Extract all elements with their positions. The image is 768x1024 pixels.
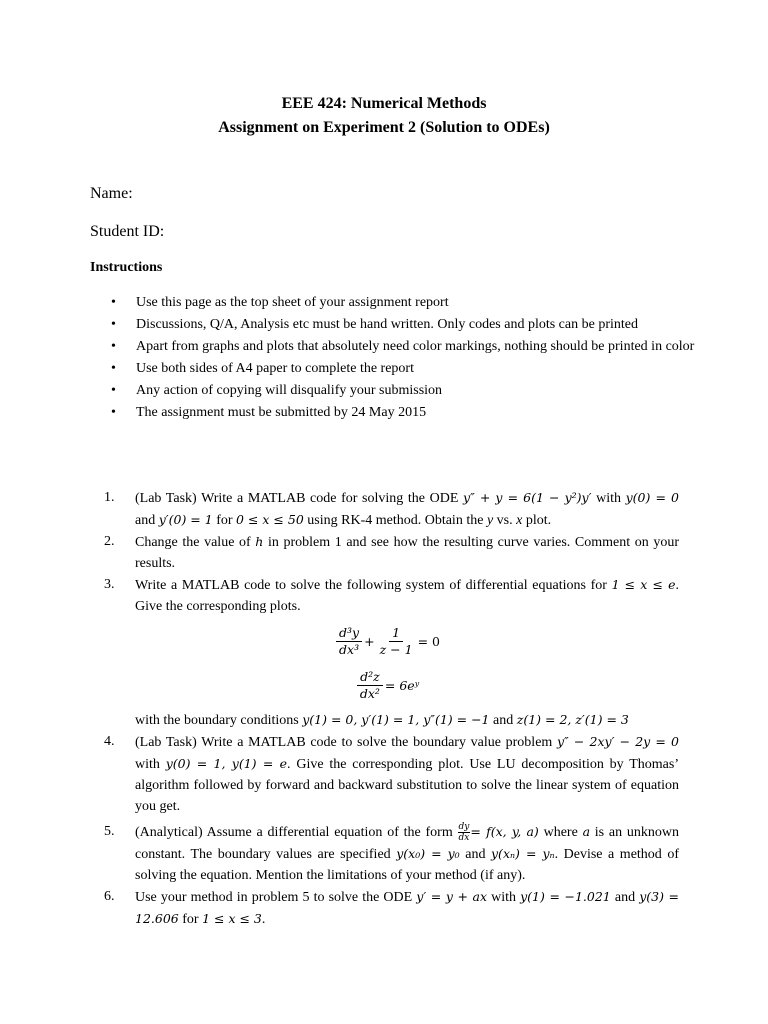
problem-text: (Analytical) Assume a differential equation of the form <box>135 825 458 840</box>
student-id-label: Student ID: <box>90 223 165 240</box>
problem-text: plot. <box>522 513 552 528</box>
equation-rhs: = 0 <box>417 633 440 649</box>
problem-text: vs. <box>493 513 517 528</box>
fraction-numerator: dy <box>458 822 470 833</box>
problem-text: . Give the corresponding plot. Use LU decomposition by Thomas’ algorithm followed by forward and backward substitution to solve the linear system of equation you get. <box>135 757 679 814</box>
equation-system <box>135 619 679 707</box>
var-h: h <box>255 534 264 549</box>
problem-number: 6. <box>104 889 115 905</box>
boundary-condition: y(1) = 0, y′(1) = 1, y″(1) = −1 <box>302 712 490 727</box>
var-a: a <box>582 824 591 839</box>
instructions-list <box>111 292 701 424</box>
boundary-condition: z(1) = 2, z′(1) = 3 <box>516 712 629 727</box>
problem-3 <box>104 574 679 731</box>
ode-equation: y′ = y + ax <box>416 889 488 905</box>
problem-text: (Lab Task) Write a MATLAB code for solving the ODE <box>135 491 464 506</box>
problem-2 <box>104 531 679 574</box>
fraction-numerator: 1 <box>389 625 403 642</box>
fraction-denominator: dx <box>458 833 470 844</box>
problem-text: and <box>135 513 159 528</box>
fraction-numerator: d²z <box>357 669 383 686</box>
problem-text: (Lab Task) Write a MATLAB code to solve the boundary value problem <box>135 735 557 750</box>
course-title: EEE 424: Numerical Methods <box>281 95 487 112</box>
instruction-item: • Use this page as the top sheet of your assignment report <box>111 292 701 314</box>
problem-text: using RK-4 method. Obtain the <box>303 513 487 528</box>
boundary-condition: y(0) = 1, y(1) = e <box>165 756 288 771</box>
problem-number: 1. <box>104 490 115 505</box>
problem-text: and <box>610 890 640 906</box>
var-x: x <box>516 513 523 528</box>
second-derivative-fraction <box>357 669 383 702</box>
problem-text: Write a MATLAB code to solve the following system of differential equations for <box>135 578 612 593</box>
equation-2 <box>95 663 679 707</box>
problem-text: for <box>178 912 203 928</box>
ode-equation: y″ + y = 6(1 − y²)y′ <box>463 490 592 505</box>
fraction-denominator: z − 1 <box>379 641 413 657</box>
problem-number: 3. <box>104 577 115 592</box>
fraction-numerator: d³y <box>336 625 362 642</box>
boundary-value: y(xₙ) = yₙ <box>491 846 555 862</box>
problem-text: with <box>135 757 166 772</box>
domain-range: 1 ≤ x ≤ 3 <box>202 911 262 927</box>
problem-text: . <box>261 912 266 928</box>
problem-list <box>104 487 679 930</box>
problem-text: . Devise a method of solving the equation. Mention the limitations of your method (if any). <box>135 847 680 884</box>
problem-text: Use your method in problem 5 to solve the ODE <box>135 890 417 906</box>
problem-text: . Give the corresponding plots. <box>135 578 679 614</box>
reciprocal-fraction <box>377 625 416 658</box>
problem-1 <box>104 487 679 531</box>
fraction-denominator: dx² <box>359 685 380 701</box>
ode-equation: y″ − 2xy′ − 2y = 0 <box>556 734 679 749</box>
domain-range: 0 ≤ x ≤ 50 <box>236 512 304 527</box>
boundary-value: y(x₀) = y₀ <box>396 846 460 862</box>
assignment-title: Assignment on Experiment 2 (Solution to ODEs) <box>218 119 550 136</box>
domain-range: 1 ≤ x ≤ e <box>611 577 676 592</box>
problem-text: where <box>538 825 583 840</box>
problem-text: with the boundary conditions <box>135 713 303 728</box>
instruction-item: • Any action of copying will disqualify your submission <box>111 380 701 402</box>
problem-5 <box>104 821 679 886</box>
plus-sign: + <box>364 633 375 649</box>
condition: y(3) = 12.606 <box>135 889 680 927</box>
problem-4 <box>104 731 679 817</box>
name-label: Name: <box>90 185 133 202</box>
third-derivative-fraction <box>336 625 362 658</box>
problem-number: 5. <box>104 824 115 839</box>
problem-text: Change the value of <box>135 535 256 550</box>
initial-condition: y(0) = 0 <box>625 490 679 505</box>
problem-text: is an unknown constant. The boundary values are specified <box>135 825 679 863</box>
problem-number: 2. <box>104 534 115 549</box>
equation-rhs: = 6eʸ <box>384 677 420 693</box>
problem-number: 4. <box>104 734 115 749</box>
problem-text: with <box>487 890 521 906</box>
problem-text: and <box>489 713 517 728</box>
var-y: y <box>486 513 494 528</box>
fraction-denominator: dx³ <box>339 641 360 657</box>
problem-text: for <box>212 513 237 528</box>
instructions-heading: Instructions <box>90 260 163 275</box>
problem-text: in problem 1 and see how the resulting curve varies. Comment on your results. <box>135 535 679 571</box>
problem-text: with <box>591 491 626 506</box>
problem-text: and <box>459 847 491 863</box>
instruction-item: • The assignment must be submitted by 24 May 2015 <box>111 402 701 424</box>
instruction-item: • Apart from graphs and plots that absolutely need color markings, nothing should be printed in color <box>111 336 701 358</box>
condition: y(1) = −1.021 <box>520 889 611 905</box>
derivative-fraction <box>458 822 471 843</box>
equation-rhs: = f(x, y, a) <box>470 824 539 839</box>
instruction-item: • Discussions, Q/A, Analysis etc must be hand written. Only codes and plots can be printed <box>111 314 701 336</box>
initial-condition: y′(0) = 1 <box>158 512 213 527</box>
equation-1 <box>95 619 679 663</box>
instruction-item: • Use both sides of A4 paper to complete the report <box>111 358 701 380</box>
problem-6 <box>104 886 679 930</box>
